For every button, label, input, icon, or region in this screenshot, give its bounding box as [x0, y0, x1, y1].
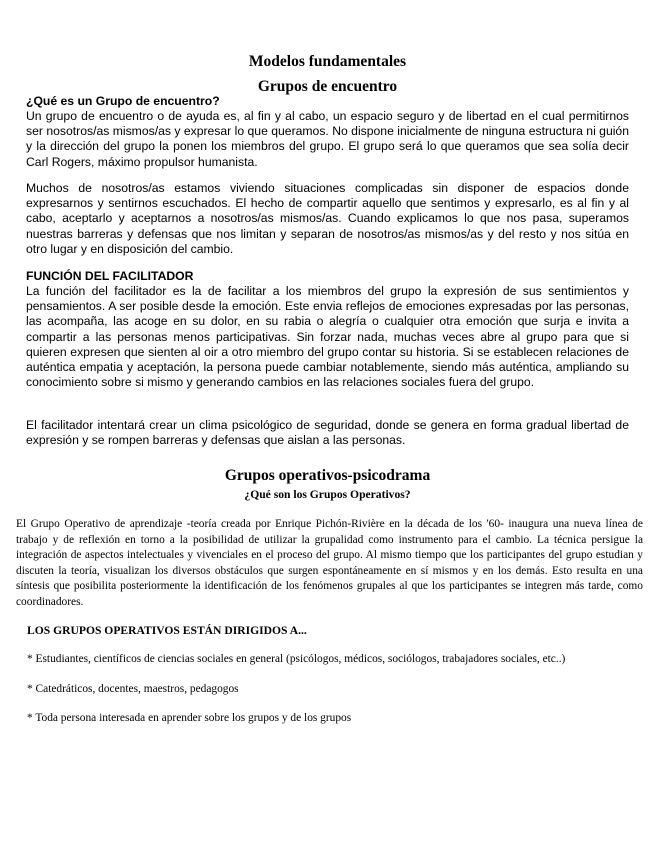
paragraph-facilitator-climate: El facilitador intentará crear un clima psicológico de seguridad, donde se genera en forma gradual libertad de expresión y se rompen barreras y defensas que aislan a las personas.	[26, 418, 629, 448]
paragraph-encounter-sharing: Muchos de nosotros/as estamos viviendo situaciones complicadas sin disponer de espacios donde expresarnos y sentirnos escuchados. El hecho de compartir aquello que sentimos y expresarlo, es al fin y al cabo, aceptarlo y aceptarnos a nosotros/as mismos/as. Cuando explicamos lo que nos pasa, superamos nuestras barreras y defensas que nos limitan y separan de nosotros/as mismos/as y del resto y nos sitúa en otro lugar y en disposición del cambio.	[26, 181, 629, 256]
paragraph-operative-groups: El Grupo Operativo de aprendizaje -teoría creada por Enrique Pichón-Rivière en la década de los '60- inaugura una nueva línea de trabajo y de reflexión en torno a la posibilidad de utilizar la grupalidad como instrumento para el cambio. La técnica persigue la integración de aspectos intelectuales y vivenciales en el proceso del grupo. Al mismo tiempo que los participantes del grupo estudian y discuten la teoría, visualizan los diversos obstáculos que surgen espontáneamente en sí mismos y en los demás. Esto resulta en una síntesis que posibilita posteriormente la identificación de los fenómenos grupales al que los participantes se integren más tarde, como coordinadores.	[16, 518, 643, 608]
question-operative-groups: ¿Qué son los Grupos Operativos?	[244, 488, 411, 501]
question-encounter-group: ¿Qué es un Grupo de encuentro?	[26, 94, 220, 108]
heading-operative-audience: LOS GRUPOS OPERATIVOS ESTÁN DIRIGIDOS A...	[27, 624, 307, 637]
list-item-interested-persons: * Toda persona interesada en aprender sobre los grupos y de los grupos	[27, 712, 352, 724]
list-item-students: * Estudiantes, científicos de ciencias sociales en general (psicólogos, médicos, sociólogos, trabajadores sociales, etc..)	[27, 653, 566, 665]
document-title: Modelos fundamentales	[248, 53, 407, 70]
section-title-encounter-groups: Grupos de encuentro	[257, 78, 398, 95]
heading-facilitator-function: FUNCIÓN DEL FACILITADOR	[26, 269, 194, 283]
list-item-teachers: * Catedráticos, docentes, maestros, pedagogos	[27, 683, 239, 695]
paragraph-encounter-definition: Un grupo de encuentro o de ayuda es, al fin y al cabo, un espacio seguro y de libertad en el cual permitirnos ser nosotros/as mismos/as y expresar lo que queramos. No dispone inicialmente de ninguna estructura ni guión y la dirección del grupo la ponen los miembros del grupo. El grupo será lo que queramos que sea solía decir Carl Rogers, máximo propulsor humanista.	[26, 109, 629, 169]
section-title-operative-groups: Grupos operativos-psicodrama	[224, 467, 431, 484]
paragraph-facilitator-role: La función del facilitador es la de facilitar a los miembros del grupo la expresión de sus sentimientos y pensamientos. A ser posible desde la emoción. Este envia reflejos de emociones expresadas por las personas, las acompaña, las acoge en su dolor, en su rabia o alegría o cualquier otra emoción que surja e invita a compartir a las personas menos participativas. Sin forzar nada, muchas veces abre al grupo para que si quieren expresen que sienten al oir a otro miembro del grupo contar su historia. Si se establecen relaciones de auténtica empatia y aceptación, la persona puede cambiar notablemente, siendo más auténtica, ampliando su conocimiento sobre si mismo y generando cambios en las relaciones sociales fuera del grupo.	[26, 284, 629, 390]
